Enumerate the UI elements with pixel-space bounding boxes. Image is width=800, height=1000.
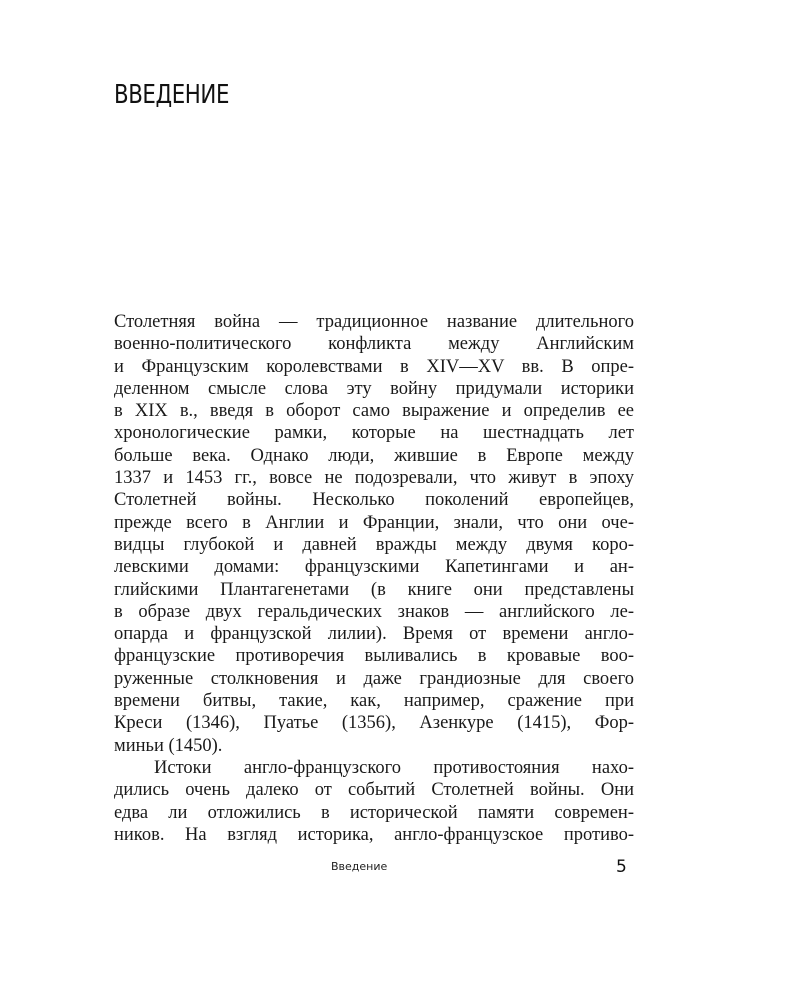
text-line: в XIX в., введя в оборот само выражение и определив ее xyxy=(114,401,634,422)
text-line: Креси (1346), Пуатье (1356), Азенкуре (1415), Фор- xyxy=(114,713,634,734)
text-line: опарда и французской лилии). Время от времени англо- xyxy=(114,624,634,645)
text-line: и Французским королевствами в XIV—XV вв. В опре- xyxy=(114,356,634,377)
text-line: едва ли отложились в исторической памяти современ- xyxy=(114,802,634,823)
text-line: ников. На взгляд историка, англо-французское противо- xyxy=(114,824,634,845)
text-line: миньи (1450). xyxy=(114,735,223,756)
text-line: военно-политического конфликта между Английским xyxy=(114,334,634,355)
body-text xyxy=(114,311,634,846)
text-line: дились очень далеко от событий Столетней войны. Они xyxy=(114,780,634,801)
running-footer-title: Введение xyxy=(331,860,388,873)
text-line: французские противоречия выливались в кровавые воо- xyxy=(114,646,634,667)
text-line: Столетняя война — традиционное название длительного xyxy=(114,312,634,332)
text-line: прежде всего в Англии и Франции, знали, что они оче- xyxy=(114,512,634,533)
text-line: хронологические рамки, которые на шестнадцать лет xyxy=(114,423,634,444)
text-line: Истоки англо-французского противостояния нахо- xyxy=(154,757,634,778)
page-number: 5 xyxy=(616,857,627,877)
text-line: руженные столкновения и даже грандиозные для своего xyxy=(114,668,634,689)
text-line: в образе двух геральдических знаков — английского ле- xyxy=(114,601,634,622)
text-line: деленном смысле слова эту войну придумали историки xyxy=(114,378,634,399)
text-line: Столетней войны. Несколько поколений европейцев, xyxy=(114,490,634,511)
text-line: видцы глубокой и давней вражды между двумя коро- xyxy=(114,534,634,555)
text-line: больше века. Однако люди, жившие в Европе между xyxy=(114,445,634,466)
text-line: времени битвы, такие, как, например, сражение при xyxy=(114,691,634,712)
chapter-title: ВВЕДЕНИЕ xyxy=(114,80,230,110)
text-line: глийскими Плантагенетами (в книге они представлены xyxy=(114,579,634,600)
text-line: левскими домами: французскими Капетингами и ан- xyxy=(114,557,634,578)
text-line: 1337 и 1453 гг., вовсе не подозревали, что живут в эпоху xyxy=(114,468,634,489)
